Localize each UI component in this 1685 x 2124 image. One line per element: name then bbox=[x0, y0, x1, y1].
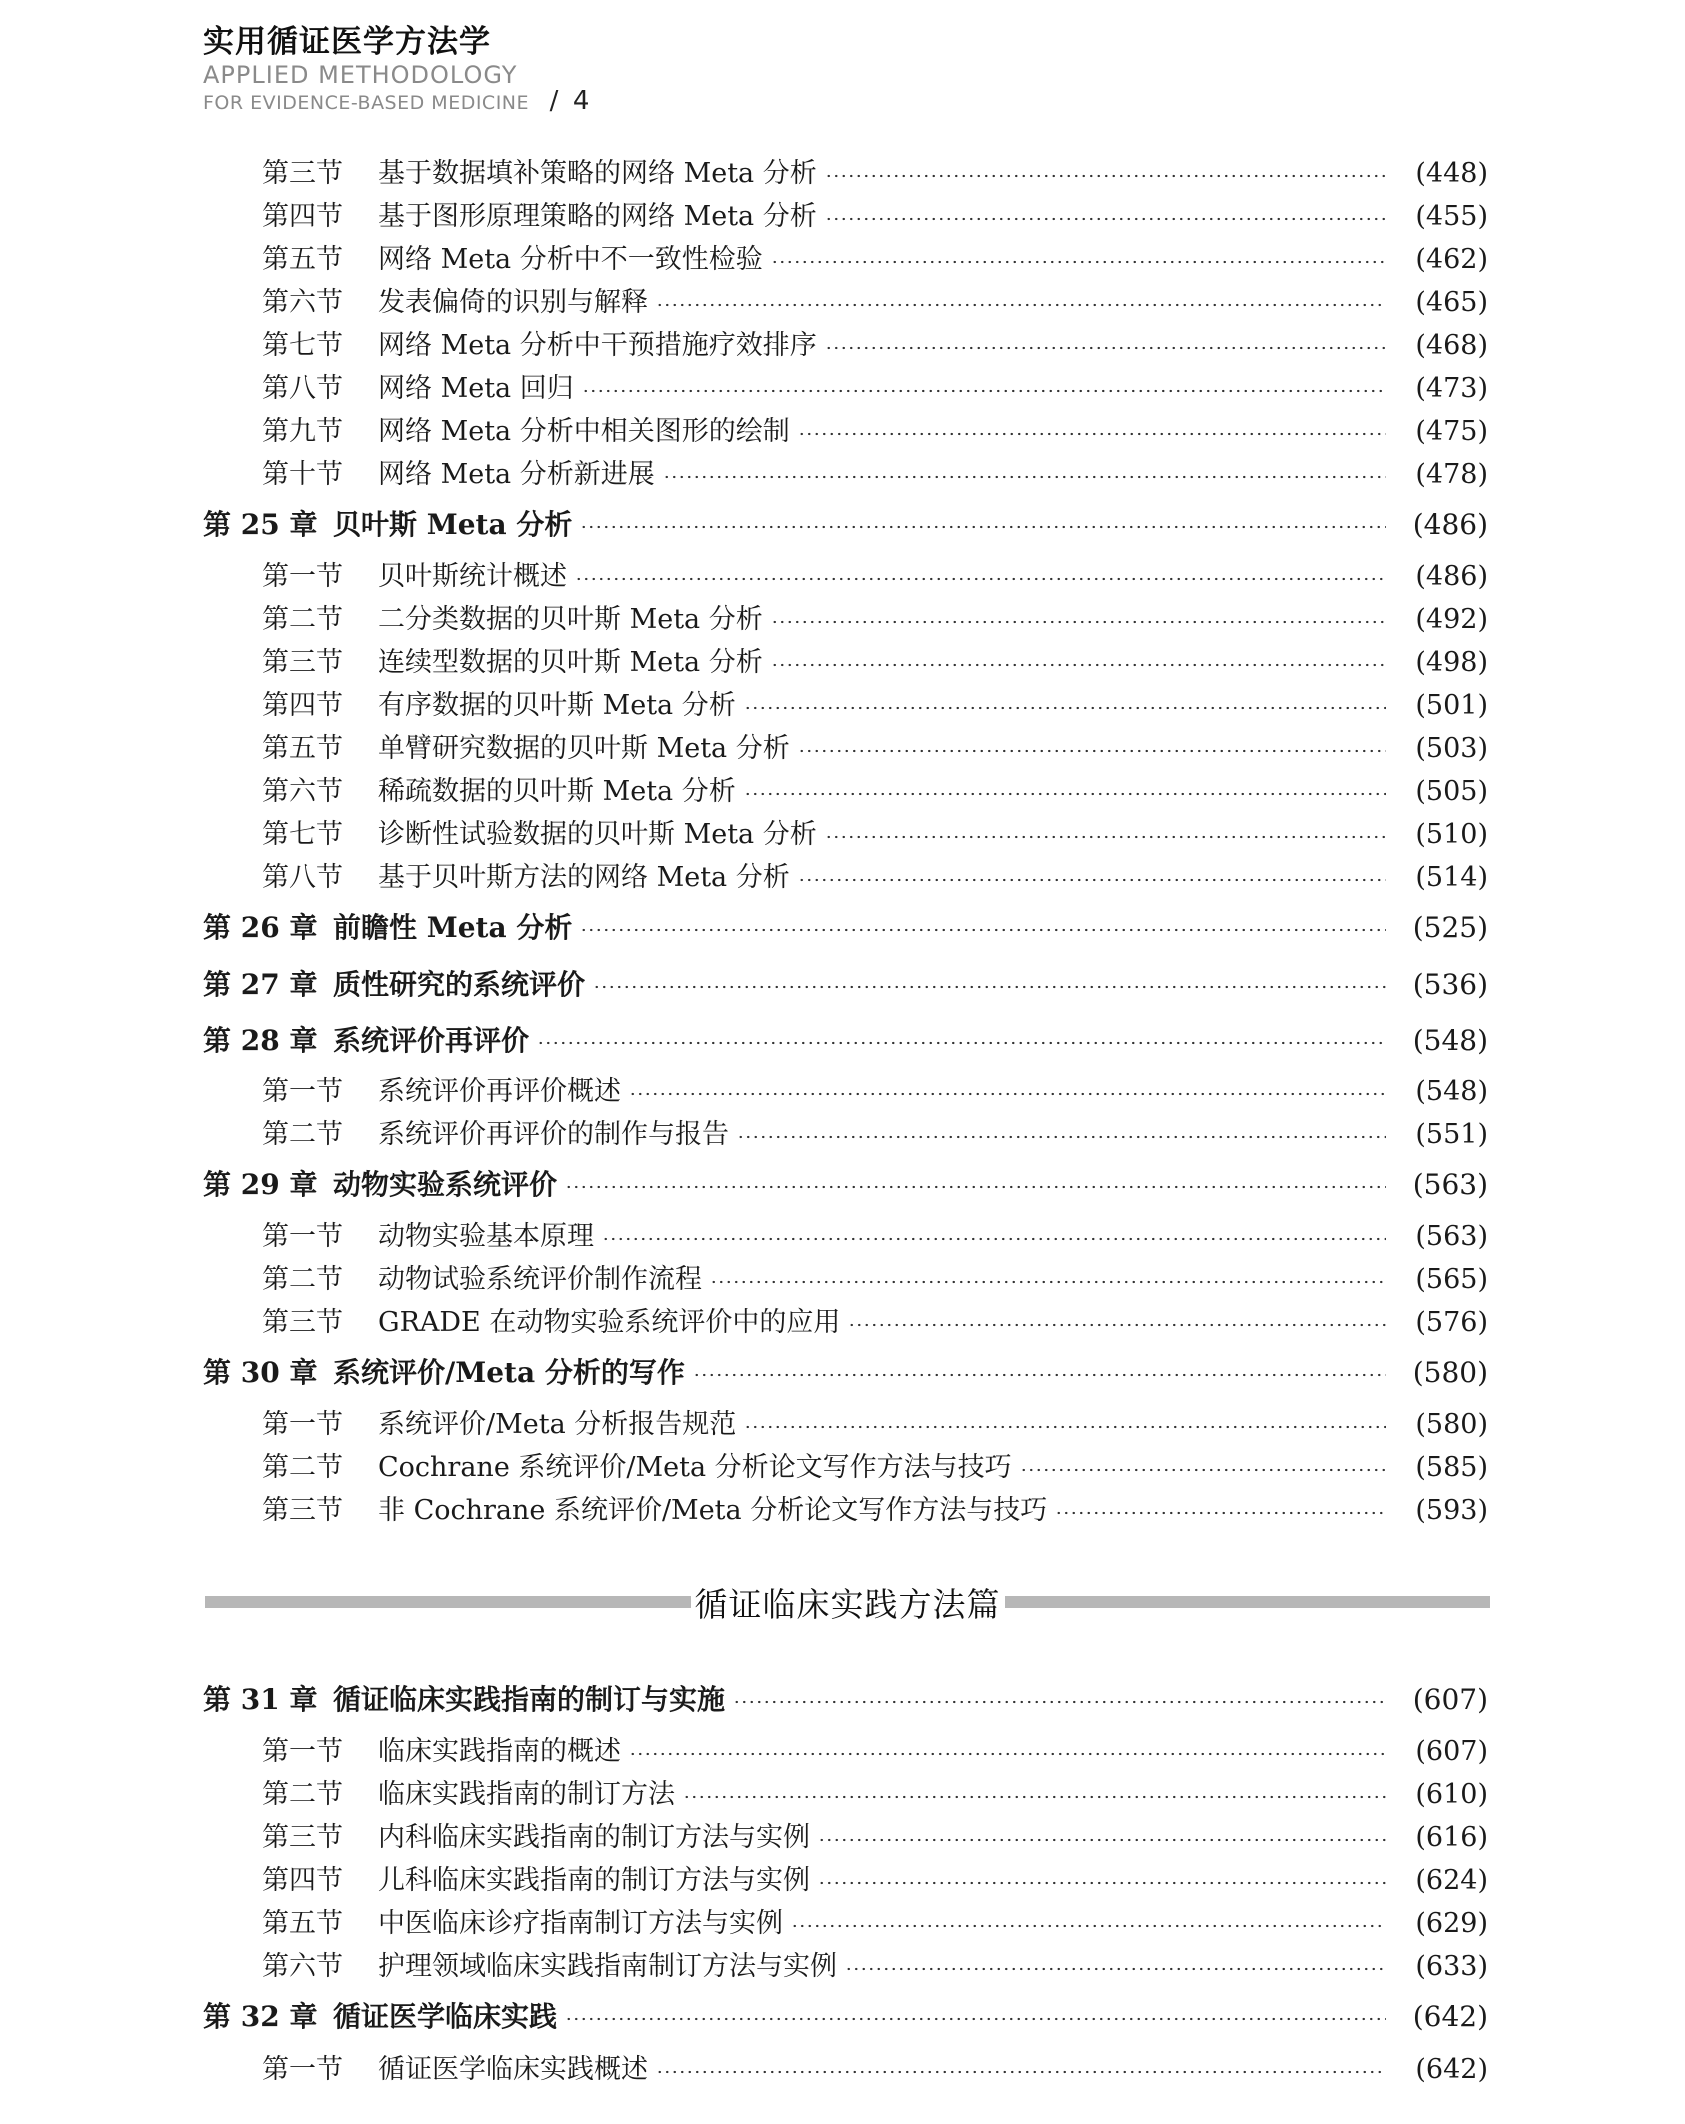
toc-entry-page: (475) bbox=[1415, 416, 1488, 447]
toc-entry-page: (610) bbox=[1415, 1779, 1488, 1810]
toc-entry-title: 内科临床实践指南的制订方法与实例 bbox=[378, 1822, 810, 1853]
toc-entry-number: 第 27 章 bbox=[203, 968, 318, 1001]
toc-entry-page: (548) bbox=[1415, 1076, 1488, 1107]
toc-entry-number: 第三节 bbox=[262, 1822, 343, 1853]
toc-section-row bbox=[0, 2050, 1685, 2090]
toc-entry-number: 第二节 bbox=[262, 1119, 343, 1150]
toc-entry-page: (486) bbox=[1415, 561, 1488, 592]
toc-entry-page: (498) bbox=[1415, 647, 1488, 678]
toc-entry-number: 第三节 bbox=[262, 647, 343, 678]
toc-chapter-row bbox=[0, 908, 1685, 948]
dot-leader bbox=[737, 1135, 1386, 1139]
toc-section-row bbox=[0, 412, 1685, 452]
toc-section-row bbox=[0, 369, 1685, 409]
toc-entry-number: 第四节 bbox=[262, 690, 343, 721]
toc-entry-title: 基于贝叶斯方法的网络 Meta 分析 bbox=[378, 862, 790, 893]
page-separator: / bbox=[549, 86, 559, 116]
toc-section-row bbox=[0, 455, 1685, 495]
toc-entry-number: 第一节 bbox=[262, 1409, 343, 1440]
toc-entry-title: 单臂研究数据的贝叶斯 Meta 分析 bbox=[378, 733, 790, 764]
toc-entry-page: (455) bbox=[1415, 201, 1488, 232]
toc-entry-page: (478) bbox=[1415, 459, 1488, 490]
toc-entry-title: 系统评价/Meta 分析报告规范 bbox=[378, 1409, 737, 1440]
toc-entry-number: 第七节 bbox=[262, 330, 343, 361]
toc-entry-title: 中医临床诊疗指南制订方法与实例 bbox=[378, 1908, 783, 1939]
toc-section-row bbox=[0, 1775, 1685, 1815]
toc-section-row bbox=[0, 1448, 1685, 1488]
dot-leader bbox=[602, 1237, 1386, 1241]
toc-entry-page: (580) bbox=[1412, 1356, 1488, 1389]
dot-leader bbox=[656, 2070, 1386, 2074]
dot-leader bbox=[593, 985, 1386, 989]
dot-leader bbox=[537, 1041, 1386, 1045]
toc-entry-title: 临床实践指南的概述 bbox=[378, 1736, 621, 1767]
toc-entry-page: (525) bbox=[1412, 911, 1488, 944]
toc-entry-number: 第二节 bbox=[262, 1779, 343, 1810]
toc-entry-title: 基于图形原理策略的网络 Meta 分析 bbox=[378, 201, 817, 232]
toc-entry-title: 网络 Meta 分析中不一致性检验 bbox=[378, 244, 763, 275]
dot-leader bbox=[825, 346, 1386, 350]
dot-leader bbox=[825, 217, 1386, 221]
toc-section-row bbox=[0, 600, 1685, 640]
toc-entry-title: 动物实验系统评价 bbox=[333, 1168, 558, 1201]
dot-leader bbox=[791, 1924, 1386, 1928]
toc-section-row bbox=[0, 1217, 1685, 1257]
dot-leader bbox=[663, 475, 1386, 479]
dot-leader bbox=[798, 749, 1386, 753]
dot-leader bbox=[825, 174, 1386, 178]
toc-entry-title: 基于数据填补策略的网络 Meta 分析 bbox=[378, 158, 817, 189]
toc-entry-title: 循证医学临床实践 bbox=[333, 2000, 558, 2033]
english-title-line-2: FOR EVIDENCE-BASED MEDICINE bbox=[203, 92, 530, 114]
dot-leader bbox=[565, 1185, 1386, 1189]
book-title: 实用循证医学方法学 bbox=[203, 24, 491, 60]
toc-section-row bbox=[0, 1818, 1685, 1858]
dot-leader bbox=[771, 663, 1386, 667]
dot-leader bbox=[845, 1967, 1386, 1971]
toc-entry-number: 第 28 章 bbox=[203, 1024, 318, 1057]
dot-leader bbox=[733, 1700, 1386, 1704]
toc-entry-title: 贝叶斯统计概述 bbox=[378, 561, 567, 592]
toc-entry-page: (580) bbox=[1415, 1409, 1488, 1440]
toc-entry-number: 第六节 bbox=[262, 776, 343, 807]
toc-entry-number: 第四节 bbox=[262, 1865, 343, 1896]
dot-leader bbox=[582, 389, 1386, 393]
toc-entry-title: 网络 Meta 分析中相关图形的绘制 bbox=[378, 416, 790, 447]
toc-entry-number: 第八节 bbox=[262, 862, 343, 893]
dot-leader bbox=[771, 620, 1386, 624]
toc-entry-number: 第十节 bbox=[262, 459, 343, 490]
toc-entry-page: (624) bbox=[1415, 1865, 1488, 1896]
toc-entry-title: 系统评价再评价的制作与报告 bbox=[378, 1119, 729, 1150]
toc-entry-page: (563) bbox=[1415, 1221, 1488, 1252]
dot-leader bbox=[1055, 1511, 1386, 1515]
toc-entry-page: (585) bbox=[1415, 1452, 1488, 1483]
toc-entry-title: 连续型数据的贝叶斯 Meta 分析 bbox=[378, 647, 763, 678]
toc-entry-page: (551) bbox=[1415, 1119, 1488, 1150]
toc-entry-title: 系统评价/Meta 分析的写作 bbox=[333, 1356, 685, 1389]
toc-section-row bbox=[0, 858, 1685, 898]
toc-entry-number: 第一节 bbox=[262, 2054, 343, 2085]
toc-section-row bbox=[0, 240, 1685, 280]
banner-bar-right bbox=[1005, 1596, 1491, 1608]
toc-entry-number: 第二节 bbox=[262, 1264, 343, 1295]
toc-entry-title: 动物实验基本原理 bbox=[378, 1221, 594, 1252]
toc-entry-number: 第一节 bbox=[262, 561, 343, 592]
toc-chapter-row bbox=[0, 1165, 1685, 1205]
toc-entry-title: 循证临床实践指南的制订与实施 bbox=[333, 1683, 726, 1716]
toc-entry-number: 第五节 bbox=[262, 733, 343, 764]
dot-leader bbox=[565, 2017, 1386, 2021]
toc-entry-title: 前瞻性 Meta 分析 bbox=[333, 911, 573, 944]
toc-section-row bbox=[0, 283, 1685, 323]
toc-entry-page: (642) bbox=[1412, 2000, 1488, 2033]
toc-chapter-row bbox=[0, 1353, 1685, 1393]
toc-entry-title: 有序数据的贝叶斯 Meta 分析 bbox=[378, 690, 736, 721]
toc-section-row bbox=[0, 1072, 1685, 1112]
toc-entry-number: 第五节 bbox=[262, 244, 343, 275]
toc-entry-page: (486) bbox=[1412, 508, 1488, 541]
toc-section-row bbox=[0, 815, 1685, 855]
toc-entry-title: 系统评价再评价概述 bbox=[378, 1076, 621, 1107]
dot-leader bbox=[771, 260, 1386, 264]
toc-section-row bbox=[0, 1732, 1685, 1772]
english-title-line-1: APPLIED METHODOLOGY bbox=[203, 61, 518, 89]
toc-entry-title: 质性研究的系统评价 bbox=[333, 968, 586, 1001]
dot-leader bbox=[575, 577, 1386, 581]
toc-entry-page: (465) bbox=[1415, 287, 1488, 318]
toc-entry-number: 第四节 bbox=[262, 201, 343, 232]
toc-section-row bbox=[0, 1904, 1685, 1944]
dot-leader bbox=[848, 1323, 1386, 1327]
toc-entry-page: (576) bbox=[1415, 1307, 1488, 1338]
toc-entry-page: (473) bbox=[1415, 373, 1488, 404]
toc-entry-page: (501) bbox=[1415, 690, 1488, 721]
toc-entry-number: 第三节 bbox=[262, 1495, 343, 1526]
toc-entry-title: 网络 Meta 分析新进展 bbox=[378, 459, 655, 490]
toc-entry-title: 临床实践指南的制订方法 bbox=[378, 1779, 675, 1810]
toc-chapter-row bbox=[0, 505, 1685, 545]
toc-entry-page: (565) bbox=[1415, 1264, 1488, 1295]
dot-leader bbox=[744, 792, 1386, 796]
dot-leader bbox=[683, 1795, 1386, 1799]
toc-entry-page: (642) bbox=[1415, 2054, 1488, 2085]
toc-section-row bbox=[0, 643, 1685, 683]
toc-entry-page: (563) bbox=[1412, 1168, 1488, 1201]
toc-section-row bbox=[0, 1405, 1685, 1445]
toc-entry-title: 诊断性试验数据的贝叶斯 Meta 分析 bbox=[378, 819, 817, 850]
toc-entry-page: (548) bbox=[1412, 1024, 1488, 1057]
toc-section-row bbox=[0, 729, 1685, 769]
toc-entry-page: (616) bbox=[1415, 1822, 1488, 1853]
dot-leader bbox=[580, 928, 1386, 932]
toc-section-row bbox=[0, 197, 1685, 237]
toc-entry-number: 第六节 bbox=[262, 287, 343, 318]
toc-section-row bbox=[0, 557, 1685, 597]
dot-leader bbox=[818, 1838, 1386, 1842]
page-number: 4 bbox=[572, 86, 590, 116]
toc-entry-title: 网络 Meta 分析中干预措施疗效排序 bbox=[378, 330, 817, 361]
toc-entry-title: 稀疏数据的贝叶斯 Meta 分析 bbox=[378, 776, 736, 807]
dot-leader bbox=[825, 835, 1386, 839]
toc-entry-page: (503) bbox=[1415, 733, 1488, 764]
toc-section-row bbox=[0, 1861, 1685, 1901]
toc-chapter-row bbox=[0, 965, 1685, 1005]
toc-entry-number: 第 25 章 bbox=[203, 508, 318, 541]
toc-section-row bbox=[0, 1491, 1685, 1531]
toc-section-row bbox=[0, 772, 1685, 812]
toc-entry-title: Cochrane 系统评价/Meta 分析论文写作方法与技巧 bbox=[378, 1452, 1012, 1483]
dot-leader bbox=[710, 1280, 1386, 1284]
dot-leader bbox=[744, 1425, 1386, 1429]
toc-entry-number: 第一节 bbox=[262, 1221, 343, 1252]
toc-entry-title: GRADE 在动物实验系统评价中的应用 bbox=[378, 1307, 841, 1338]
toc-chapter-row bbox=[0, 1021, 1685, 1061]
toc-entry-title: 儿科临床实践指南的制订方法与实例 bbox=[378, 1865, 810, 1896]
toc-entry-page: (468) bbox=[1415, 330, 1488, 361]
toc-entry-number: 第五节 bbox=[262, 1908, 343, 1939]
toc-entry-page: (629) bbox=[1415, 1908, 1488, 1939]
part-banner bbox=[205, 1575, 1490, 1629]
dot-leader bbox=[629, 1092, 1386, 1096]
dot-leader bbox=[798, 878, 1386, 882]
dot-leader bbox=[798, 432, 1386, 436]
toc-entry-number: 第七节 bbox=[262, 819, 343, 850]
toc-entry-title: 循证医学临床实践概述 bbox=[378, 2054, 648, 2085]
dot-leader bbox=[580, 525, 1386, 529]
toc-entry-page: (633) bbox=[1415, 1951, 1488, 1982]
toc-entry-page: (514) bbox=[1415, 862, 1488, 893]
toc-entry-page: (462) bbox=[1415, 244, 1488, 275]
toc-entry-number: 第二节 bbox=[262, 1452, 343, 1483]
part-title: 循证临床实践方法篇 bbox=[694, 1584, 1001, 1624]
toc-entry-number: 第三节 bbox=[262, 158, 343, 189]
toc-entry-title: 发表偏倚的识别与解释 bbox=[378, 287, 648, 318]
toc-entry-title: 非 Cochrane 系统评价/Meta 分析论文写作方法与技巧 bbox=[378, 1495, 1048, 1526]
toc-entry-number: 第一节 bbox=[262, 1076, 343, 1107]
toc-entry-number: 第 31 章 bbox=[203, 1683, 318, 1716]
dot-leader bbox=[1020, 1468, 1386, 1472]
toc-entry-number: 第三节 bbox=[262, 1307, 343, 1338]
dot-leader bbox=[818, 1881, 1386, 1885]
toc-section-row bbox=[0, 1303, 1685, 1343]
dot-leader bbox=[656, 303, 1386, 307]
toc-entry-number: 第 30 章 bbox=[203, 1356, 318, 1389]
toc-section-row bbox=[0, 326, 1685, 366]
toc-section-row bbox=[0, 686, 1685, 726]
toc-entry-number: 第九节 bbox=[262, 416, 343, 447]
toc-entry-number: 第六节 bbox=[262, 1951, 343, 1982]
toc-entry-number: 第八节 bbox=[262, 373, 343, 404]
dot-leader bbox=[693, 1373, 1386, 1377]
toc-chapter-row bbox=[0, 1680, 1685, 1720]
toc-entry-page: (492) bbox=[1415, 604, 1488, 635]
toc-entry-page: (536) bbox=[1412, 968, 1488, 1001]
toc-entry-title: 系统评价再评价 bbox=[333, 1024, 530, 1057]
toc-entry-number: 第 32 章 bbox=[203, 2000, 318, 2033]
toc-section-row bbox=[0, 1947, 1685, 1987]
toc-entry-title: 动物试验系统评价制作流程 bbox=[378, 1264, 702, 1295]
banner-bar-left bbox=[205, 1596, 691, 1608]
toc-entry-page: (607) bbox=[1415, 1736, 1488, 1767]
toc-entry-page: (448) bbox=[1415, 158, 1488, 189]
toc-chapter-row bbox=[0, 1997, 1685, 2037]
toc-entry-page: (607) bbox=[1412, 1683, 1488, 1716]
toc-section-row bbox=[0, 154, 1685, 194]
toc-entry-page: (505) bbox=[1415, 776, 1488, 807]
dot-leader bbox=[629, 1752, 1386, 1756]
toc-entry-page: (593) bbox=[1415, 1495, 1488, 1526]
toc-entry-number: 第 26 章 bbox=[203, 911, 318, 944]
toc-entry-title: 二分类数据的贝叶斯 Meta 分析 bbox=[378, 604, 763, 635]
toc-entry-number: 第二节 bbox=[262, 604, 343, 635]
toc-entry-title: 贝叶斯 Meta 分析 bbox=[333, 508, 573, 541]
toc-entry-number: 第 29 章 bbox=[203, 1168, 318, 1201]
toc-entry-title: 护理领域临床实践指南制订方法与实例 bbox=[378, 1951, 837, 1982]
dot-leader bbox=[744, 706, 1386, 710]
toc-entry-page: (510) bbox=[1415, 819, 1488, 850]
toc-entry-number: 第一节 bbox=[262, 1736, 343, 1767]
toc-section-row bbox=[0, 1115, 1685, 1155]
toc-entry-title: 网络 Meta 回归 bbox=[378, 373, 574, 404]
toc-section-row bbox=[0, 1260, 1685, 1300]
